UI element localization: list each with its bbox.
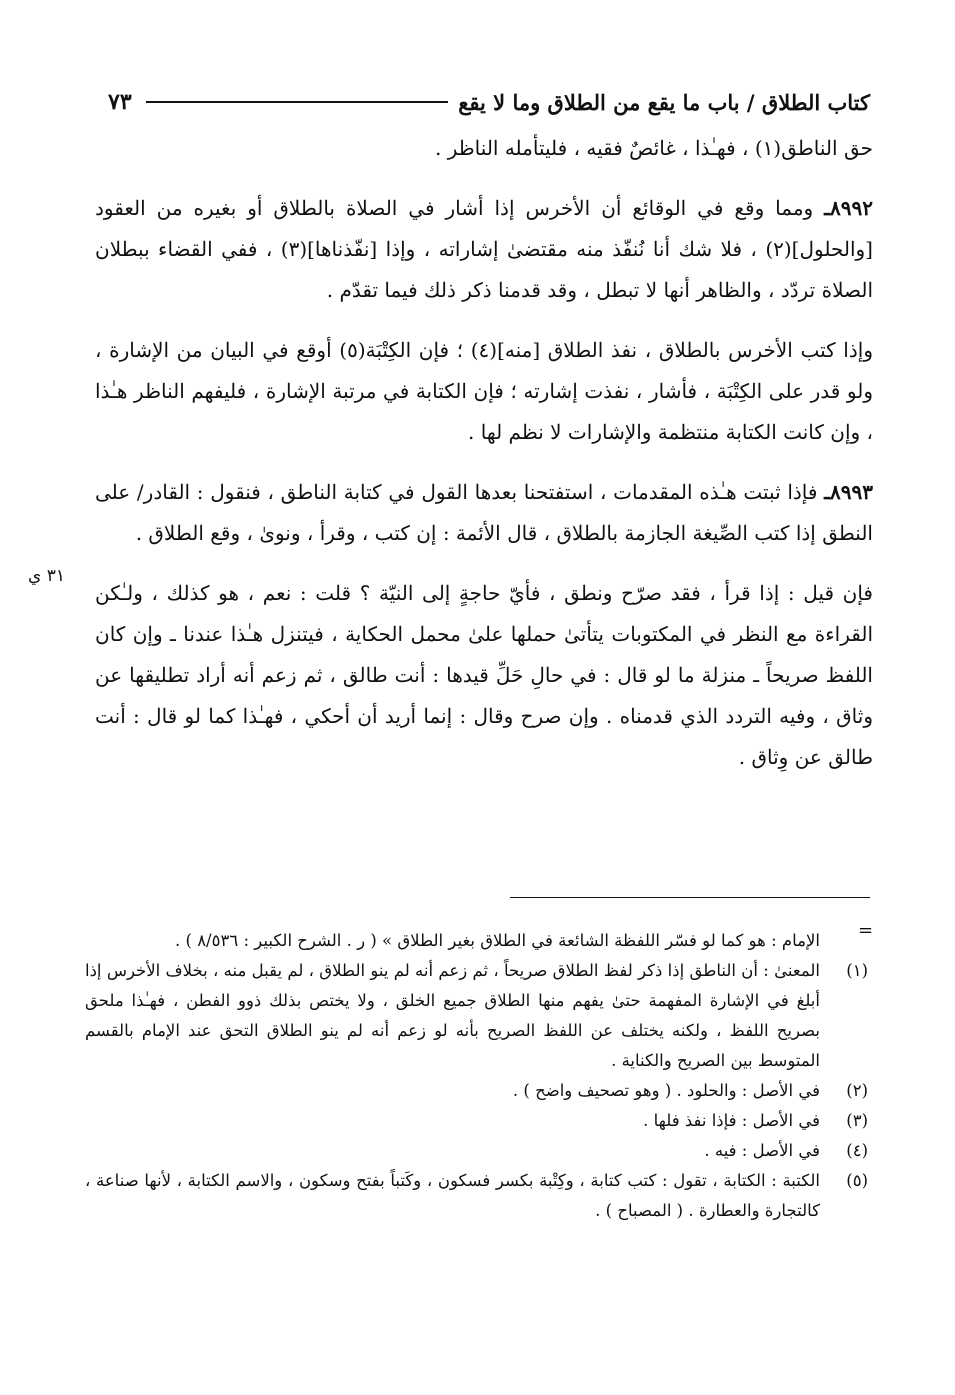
footnote-number: (٣) (846, 1111, 868, 1130)
footnote-number: (١) (846, 961, 868, 980)
main-text (95, 128, 873, 778)
paragraph-8992 (95, 188, 873, 311)
footnote-continuation (85, 926, 820, 956)
header-rule (146, 101, 449, 103)
paragraph-number: ٨٩٩٢ـ (824, 196, 873, 220)
footnote-text: في الأصل : فيه . (704, 1141, 820, 1160)
footnote-text: الكتبة : الكتابة ، تقول : كتب كتابة ، وكِتْبة بكسر فسكون ، وكَتباً بفتح وسكون ، والاسم الكتابة ، لأنها صناعة ، كالتجارة والعطارة . ( المصباح ) . (85, 1171, 820, 1220)
footnote-2 (85, 1076, 868, 1106)
footnote-1 (85, 956, 868, 1076)
footnote-number: (٤) (846, 1141, 868, 1160)
footnote-text: في الأصل : فإذا نفذ فلها . (643, 1111, 820, 1130)
footnote-text: الإمام : هو كما لو فسّر اللفظة الشائعة في الطلاق بغير الطلاق » ( ر . الشرح الكبير : ٨/٥٣٦ ) . (175, 931, 820, 950)
header-title: كتاب الطلاق / باب ما يقع من الطلاق وما لا يقع (458, 89, 870, 115)
footnote-list (85, 956, 868, 1226)
paragraph-text: ومما وقع في الوقائع أن الأخرس إذا أشار في الصلاة بالطلاق أو بغيره من العقود [والحلول](٢) ، فلا شك أنا نُنفّذ منه مقتضىٰ إشاراته ، وإذا [نفّذناها](٣) ، ففي القضاء ببطلان الصلاة تردّد ، والظاهر أنها لا تبطل ، وقد قدمنا ذكر ذلك فيما تقدّم . (95, 196, 873, 302)
paragraph-8993 (95, 472, 873, 554)
footnotes (85, 926, 868, 1226)
footnote-4 (85, 1136, 868, 1166)
running-header (108, 82, 870, 122)
footnote-text: في الأصل : والحلود . ( وهو تصحيف واضح ) . (512, 1081, 820, 1100)
footnote-number: (٥) (846, 1171, 868, 1190)
footnote-5 (85, 1166, 868, 1226)
paragraph-writing: وإذا كتب الأخرس بالطلاق ، نفذ الطلاق [منه](٤) ؛ فإن الكِتْبَة(٥) أوقع في البيان من الإشارة ، ولو قدر على الكِتْبَة ، فأشار ، نفذت إشارته ؛ فإن الكتابة في مرتبة الإشارة ، فليفهم الناظر هـٰذا ، وإن كانت الكتابة منتظمة والإشارات لا نظم لها . (95, 338, 873, 444)
footnote-separator (510, 897, 870, 898)
margin-reference: ٣١ ي (28, 566, 65, 586)
footnote-3 (85, 1106, 868, 1136)
paragraph-text: فإذا ثبتت هـٰذه المقدمات ، استفتحنا بعدها القول في كتابة الناطق ، فنقول : القادر/ على النطق إذا كتب الصِّيغة الجازمة بالطلاق ، قال الأئمة : إن كتب ، وقرأ ، ونوىٰ ، وقع الطلاق . (95, 480, 873, 545)
footnote-continuation-mark: = (858, 920, 874, 941)
page-number: ٧٣ (108, 89, 132, 115)
footnote-text: المعنىٰ : أن الناطق إذا ذكر لفظ الطلاق صريحاً ، ثم زعم أنه لم ينو الطلاق ، لم يقبل منه ، بخلاف الأخرس إذا أبلغ في الإشارة المفهمة حتىٰ يفهم منها الطلاق جميع الخلق ، ولا يختص بذلك ذوو الفطن ، فهـٰذا ملحق بصريح اللفظ ، ولكنه يختلف عن اللفظ الصريح بأنه لو زعم أنه لم ينو الطلاق التحق عند الإمام بالقسم المتوسط بين الصريح والكناية . (85, 961, 820, 1070)
opening-line: حق الناطق(١) ، فهـٰذا ، غائصٌ فقيه ، فليتأمله الناظر . (435, 136, 873, 160)
footnote-number: (٢) (846, 1081, 868, 1100)
paragraph-objection: فإن قيل : إذا قرأ ، فقد صرّح ونطق ، فأيّ حاجةٍ إلى النيّة ؟ قلت : نعم ، هو كذلك ، ولـٰكن القراءة مع النظر في المكتوبات يتأتىٰ حملها علىٰ محمل الحكاية ، فيتنزل هـٰذا عندنا ـ وإن كان اللفظ صريحاً ـ منزلة ما لو قال : في حالِ حَلِّ قيدها : أنت طالق ، ثم زعم أنه أراد تطليقها عن وثاق ، وفيه التردد الذي قدمناه . وإن صرح وقال : إنما أريد أن أحكي ، فهـٰذا كما لو قال : أنت طالق عن وِثاق . (95, 581, 873, 769)
paragraph-number: ٨٩٩٣ـ (824, 480, 873, 504)
